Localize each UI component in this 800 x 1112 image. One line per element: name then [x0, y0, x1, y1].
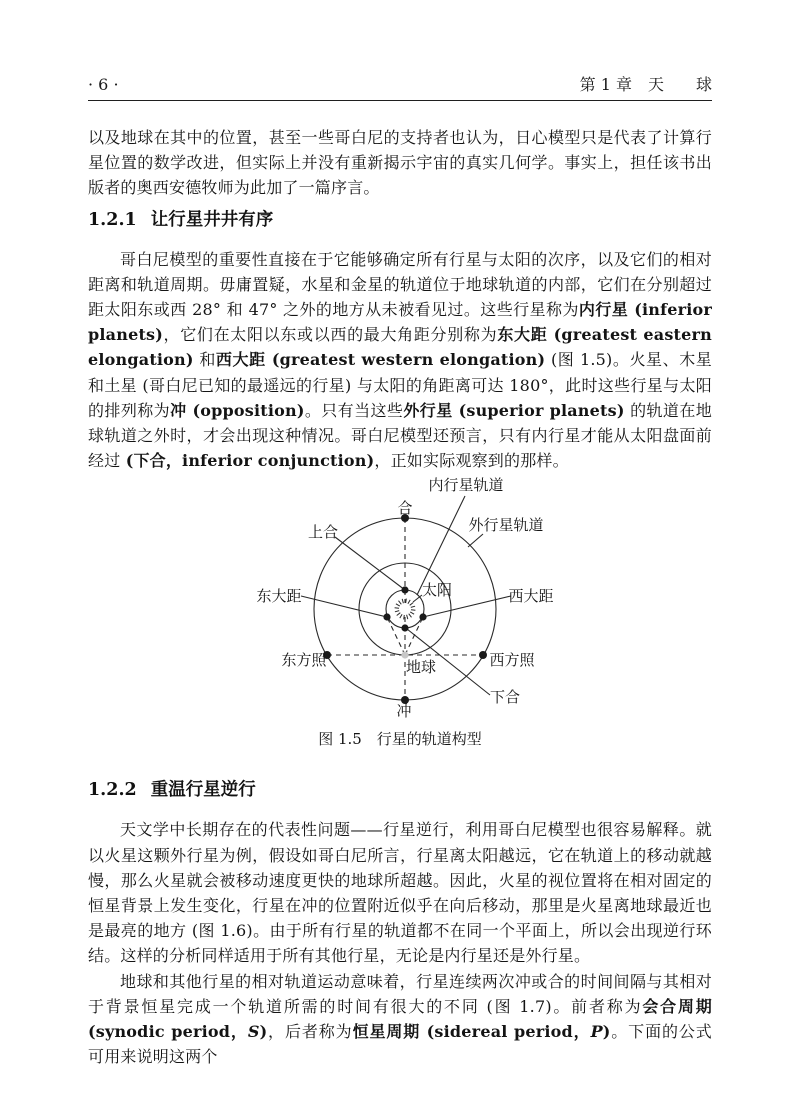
term-sidereal-period: 恒星周期 (sidereal period，	[352, 1022, 591, 1042]
section-heading-1-2-2	[88, 780, 712, 800]
section-number: 1.2.1	[88, 209, 137, 230]
western-quadrature-dot	[479, 651, 487, 659]
body-text: 以及地球在其中的位置，甚至一些哥白尼的支持者也认为，日心模型只是代表了计算行星位置的数学改进，但实际上并没有重新揭示宇宙的真实几何学。事实上，担任该书出版者的奥西安德牧师为此加了一篇序言。	[88, 128, 712, 198]
superior-conjunction-dot	[401, 587, 408, 594]
eastern-elongation-dot	[383, 614, 390, 621]
body-text: 哥白尼模型的重要性直接在于它能够确定所有行星与太阳的次序，以及它们的相对距离和轨道周期。毋庸置疑，水星和金星的轨道位于地球轨道的内部，它们在分别超过距太阳东或西 28° 和 47° 之外的地方从未被看见过。这些行星称为	[88, 249, 712, 320]
term-greatest-eastern-elongation: 东大距 (greatest eastern elongation)	[88, 325, 712, 370]
section-heading-1-2-1	[88, 210, 712, 230]
superior-orbit-label: 外行星轨道	[468, 516, 544, 535]
section-1-paragraph	[88, 247, 712, 474]
section-2-paragraph-2	[88, 969, 712, 1070]
section-2-paragraph-1	[88, 817, 712, 968]
superior-conjunction-label: 上合	[307, 523, 339, 542]
inferior-conjunction-dot	[401, 625, 408, 632]
earth-label: 地球	[405, 658, 437, 677]
math-symbol-S: S	[247, 1022, 260, 1042]
term-opposition: 冲 (opposition)	[170, 400, 305, 420]
western-elongation-dot	[419, 614, 426, 621]
body-text: (图 1.5)。火星、木星和土星 (哥白尼已知的最遥远的行星) 与太阳的角距离可达 180°，此时这些行星与太阳的排列称为	[88, 350, 712, 420]
term-superior-planets: 外行星 (superior planets)	[403, 400, 625, 420]
sun-label: 太阳	[421, 581, 453, 600]
orbit-diagram	[88, 475, 712, 723]
body-text: 和	[193, 350, 216, 370]
eastern-quadrature-label: 东方照	[281, 651, 327, 670]
page-number: · 6 ·	[88, 75, 119, 94]
west-tangent-dashed-line	[405, 617, 423, 655]
body-text: 的轨道在地球轨道之外时，才会出现这种情况。哥白尼模型还预言，只有内行星才能从太阳盘面前经过	[88, 400, 712, 471]
term-inferior-conjunction: (下合，inferior conjunction)	[125, 451, 375, 471]
figure-caption: 图 1.5 行星的轨道构型	[318, 730, 482, 749]
western-elongation-label: 西大距	[508, 587, 554, 606]
term-inferior-planets: 内行星 (inferior planets)	[88, 300, 712, 345]
intro-paragraph	[88, 125, 712, 201]
eastern-elongation-label: 东大距	[256, 587, 302, 606]
superior-conjunction-pointer-line	[335, 537, 405, 590]
inferior-orbit-label: 内行星轨道	[428, 476, 504, 495]
body-text: 。只有当这些	[304, 400, 404, 420]
inferior-conjunction-label: 下合	[489, 688, 521, 707]
western-quadrature-label: 西方照	[489, 651, 535, 670]
east-tangent-dashed-line	[387, 617, 405, 655]
running-header	[88, 76, 712, 94]
term-synodic-period: 会合周期 (synodic period，	[88, 996, 712, 1042]
body-text: 天文学中长期存在的代表性问题——行星逆行，利用哥白尼模型也很容易解释。就以火星这颗外行星为例，假设如哥白尼所言，行星离太阳越远，它在轨道上的移动就越慢，那么火星就会被移动速度更快的地球所超越。因此，火星的视位置将在相对固定的恒星背景上发生变化，行星在冲的位置附近似乎在向后移动，那里是火星离地球最近也是最亮的地方 (图 1.6)。由于所有行星的轨道都不在同一个平面上，所以会出现逆行环结。这样的分析同样适用于所有其他行星，无论是内行星还是外行星。	[88, 820, 712, 966]
chapter-title: 第 1 章 天 球	[579, 75, 712, 94]
body-text: ，正如实际观察到的那样。	[374, 451, 569, 471]
section-number: 1.2.2	[88, 780, 137, 801]
term-synodic-period-close: )	[259, 1022, 268, 1042]
figure-1-5	[88, 475, 712, 749]
west-elongation-pointer-line	[423, 596, 511, 617]
body-text: ，它们在太阳以东或以西的最大角距分别称为	[163, 325, 498, 345]
conjunction-label: 合	[397, 499, 413, 518]
section-title: 让行星井井有序	[150, 209, 274, 230]
section-title: 重温行星逆行	[150, 780, 256, 801]
page-content	[88, 0, 712, 1069]
term-sidereal-period-close: )	[602, 1022, 611, 1042]
header-rule	[88, 100, 712, 101]
body-text: 。下面的公式可用来说明这两个	[88, 1022, 712, 1067]
body-text: ，后者称为	[267, 1022, 353, 1042]
body-text: 地球和其他行星的相对轨道运动意味着，行星连续两次冲或合的时间间隔与其相对于背景恒星完成一个轨道所需的时间有很大的不同 (图 1.7)。前者称为	[88, 971, 712, 1016]
opposition-label: 冲	[396, 702, 412, 721]
superior-orbit-pointer-line	[468, 534, 483, 547]
term-greatest-western-elongation: 西大距 (greatest western elongation)	[215, 350, 546, 370]
math-symbol-P: P	[590, 1022, 603, 1042]
